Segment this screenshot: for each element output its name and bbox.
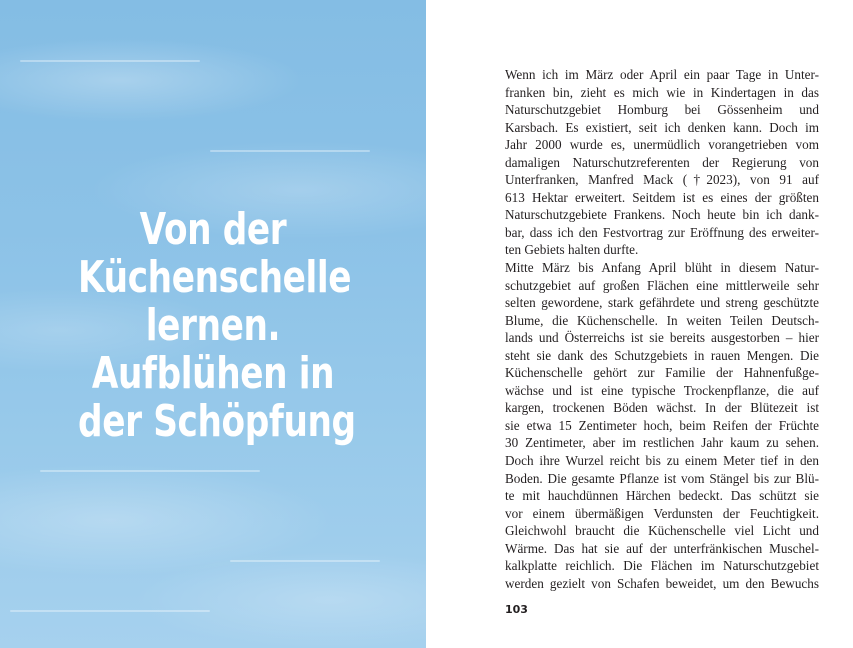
cloud-streak xyxy=(210,150,370,152)
cloud-streak xyxy=(230,560,380,562)
text-line: Boden. Die gesamte Pflanze ist vom Stängel bis zur Blü- xyxy=(505,470,819,486)
text-line: damaligen Naturschutzreferenten der Regierung von xyxy=(505,154,819,170)
text-line: Küchenschelle gehört zur Familie der Hahnenfußge- xyxy=(505,365,819,381)
left-page-sky-image xyxy=(0,0,426,648)
text-line: Blume, die Küchenschelle. In weiten Teilen Deutsch- xyxy=(505,312,819,328)
text-line: Jahr 2000 wurde es, unermüdlich vorangetrieben vom xyxy=(505,137,819,153)
text-line: Naturschutzgebiete Frankens. Noch heute bin ich dank- xyxy=(505,207,819,223)
text-line: Doch ihre Wurzel reicht bis zu einem Meter tief in den xyxy=(505,453,819,469)
title-line: Von der xyxy=(139,204,287,255)
text-line: selten gewordene, stark gefährdete und streng geschützte xyxy=(505,295,819,311)
right-page xyxy=(426,0,853,648)
text-line: bar, dass ich den Festvortrag zur Eröffnung des erweiter- xyxy=(505,224,819,240)
text-line: Unterfranken, Manfred Mack (†2023), von 91 auf xyxy=(505,172,819,188)
text-line: wächse und ist eine typische Trockenpflanze, die auf xyxy=(505,382,819,398)
title-line: lernen. xyxy=(145,300,281,351)
text-line: kargen, trockenen Böden wächst. In der Blütezeit ist xyxy=(505,400,819,416)
text-line: kalkplatte reichlich. Die Flächen im Naturschutzgebiet xyxy=(505,558,819,574)
cloud-streak xyxy=(20,60,200,62)
text-line: schutzgebiet auf großen Flächen eine mittlerweile sehr xyxy=(505,277,819,293)
text-line: ten Gebiets halten durfte. xyxy=(505,242,639,258)
text-line: steht sie dank des Schutzgebiets in rauen Mengen. Die xyxy=(505,347,819,363)
text-line: Gleichwohl braucht die Küchenschelle viel Licht und xyxy=(505,523,819,539)
title-line: Aufblühen in xyxy=(91,348,335,399)
text-line: Karsbach. Es existiert, seit ich denken kann. Doch im xyxy=(505,119,819,135)
text-line: werden gezielt von Schafen beweidet, um den Bewuchs xyxy=(505,575,819,591)
text-line: 30 Zentimeter, aber im restlichen Jahr kaum zu sehen. xyxy=(505,435,819,451)
text-line: franken bin, zieht es mich wie in Kindertagen in das xyxy=(505,84,819,100)
text-line: Wärme. Das hat sie auf der unterfränkischen Muschel- xyxy=(505,540,819,556)
text-line: lands und Österreichs ist sie bereits ausgestorben – hier xyxy=(505,330,819,346)
text-line: Mitte März bis Anfang April blüht in diesem Natur- xyxy=(505,260,819,276)
cloud-streak xyxy=(40,470,260,472)
text-line: 613 Hektar erweitert. Seitdem ist es eines der größten xyxy=(505,189,819,205)
text-line: Wenn ich im März oder April ein paar Tage in Unter- xyxy=(505,67,819,82)
title-line: der Schöpfung xyxy=(78,396,356,447)
text-line: Naturschutzgebiet Homburg bei Gössenheim und xyxy=(505,102,819,118)
text-line: sie etwa 15 Zentimeter hoch, beim Reifen der Früchte xyxy=(505,417,819,433)
body-text xyxy=(505,66,819,592)
page-number: 103 xyxy=(505,603,528,616)
text-line: te mit hauchdünnen Härchen bedeckt. Das schützt sie xyxy=(505,488,819,504)
cloud-streak xyxy=(10,610,210,612)
text-line: vor einem übermäßigen Verdunsten der Feuchtigkeit. xyxy=(505,505,819,521)
chapter-title xyxy=(40,206,386,446)
title-line: Küchenschelle xyxy=(78,252,352,303)
